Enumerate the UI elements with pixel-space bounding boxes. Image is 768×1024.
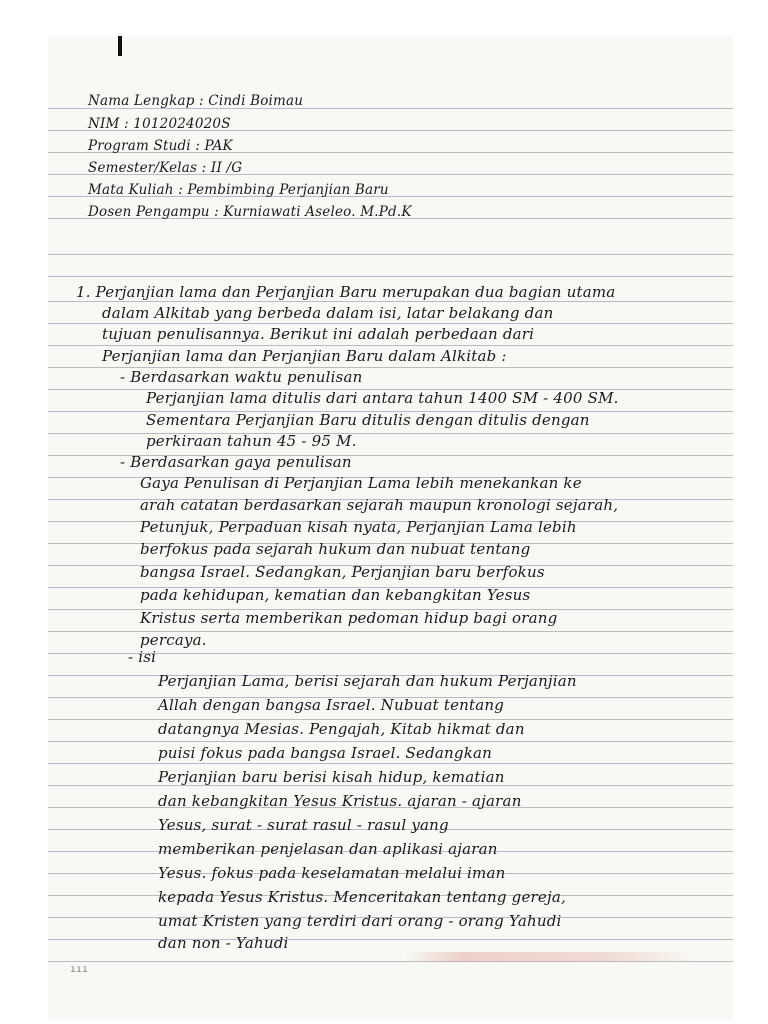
margin-scribble: ııı [70,964,89,975]
program-row: Program Studi : PAK [88,138,233,154]
ruled-line [48,345,733,346]
lecturer-row: Dosen Pengampu : Kurniawati Aseleo. M.Pd.K [88,204,412,220]
answer-line: 1. Perjanjian lama dan Perjanjian Baru merupakan dua bagian utama [76,283,616,301]
answer-line: Petunjuk, Perpaduan kisah nyata, Perjanjian Lama lebih [140,518,577,536]
answer-line: tujuan penulisannya. Berikut ini adalah perbedaan dari [102,325,535,343]
notebook-page [48,36,733,1020]
answer-line: dan non - Yahudi [158,934,289,952]
answer-line: - isi [128,648,157,666]
answer-line: Allah dengan bangsa Israel. Nubuat tentang [158,696,505,714]
answer-line: dalam Alkitab yang berbeda dalam isi, latar belakang dan [102,304,554,322]
paper-smudge [404,952,694,962]
ruled-line [48,254,733,255]
ruled-line [48,323,733,324]
answer-line: Yesus. fokus pada keselamatan melalui iman [158,864,506,882]
answer-line: Perjanjian lama ditulis dari antara tahun 1400 SM - 400 SM. [146,389,619,407]
answer-line: pada kehidupan, kematian dan kebangkitan Yesus [140,586,531,604]
answer-line: dan kebangkitan Yesus Kristus. ajaran - ajaran [158,792,522,810]
answer-line: bangsa Israel. Sedangkan, Perjanjian baru berfokus [140,563,545,581]
answer-line: umat Kristen yang terdiri dari orang - orang Yahudi [158,912,562,930]
answer-line: Perjanjian baru berisi kisah hidup, kematian [158,768,505,786]
answer-line: - Berdasarkan gaya penulisan [120,453,352,471]
answer-line: Kristus serta memberikan pedoman hidup bagi orang [140,609,558,627]
answer-line: Yesus, surat - surat rasul - rasul yang [158,816,449,834]
course-row: Mata Kuliah : Pembimbing Perjanjian Baru [88,182,389,198]
answer-line: Perjanjian lama dan Perjanjian Baru dalam Alkitab : [102,347,507,365]
answer-line: memberikan penjelasan dan aplikasi ajaran [158,840,498,858]
answer-line: datangnya Mesias. Pengajah, Kitab hikmat dan [158,720,525,738]
ruled-line [48,276,733,277]
ruled-line [48,741,733,742]
answer-line: - Berdasarkan waktu penulisan [120,368,363,386]
answer-line: percaya. [140,631,207,649]
nim-row: NIM : 1012024020S [88,116,231,132]
answer-line: puisi fokus pada bangsa Israel. Sedangkan [158,744,492,762]
answer-line: Gaya Penulisan di Perjanjian Lama lebih menekankan ke [140,474,582,492]
answer-line: arah catatan berdasarkan sejarah maupun kronologi sejarah, [140,496,619,514]
answer-line: kepada Yesus Kristus. Menceritakan tentang gereja, [158,888,566,906]
answer-line: perkiraan tahun 45 - 95 M. [146,432,357,450]
ruled-line [48,763,733,764]
corner-mark [118,36,122,56]
answer-line: Perjanjian Lama, berisi sejarah dan hukum Perjanjian [158,672,577,690]
answer-line: Sementara Perjanjian Baru ditulis dengan ditulis dengan [146,411,590,429]
ruled-line [48,301,733,302]
ruled-line [48,939,733,940]
semester-row: Semester/Kelas : II /G [88,160,243,176]
answer-line: berfokus pada sejarah hukum dan nubuat tentang [140,540,531,558]
name-row: Nama Lengkap : Cindi Boimau [88,93,304,109]
